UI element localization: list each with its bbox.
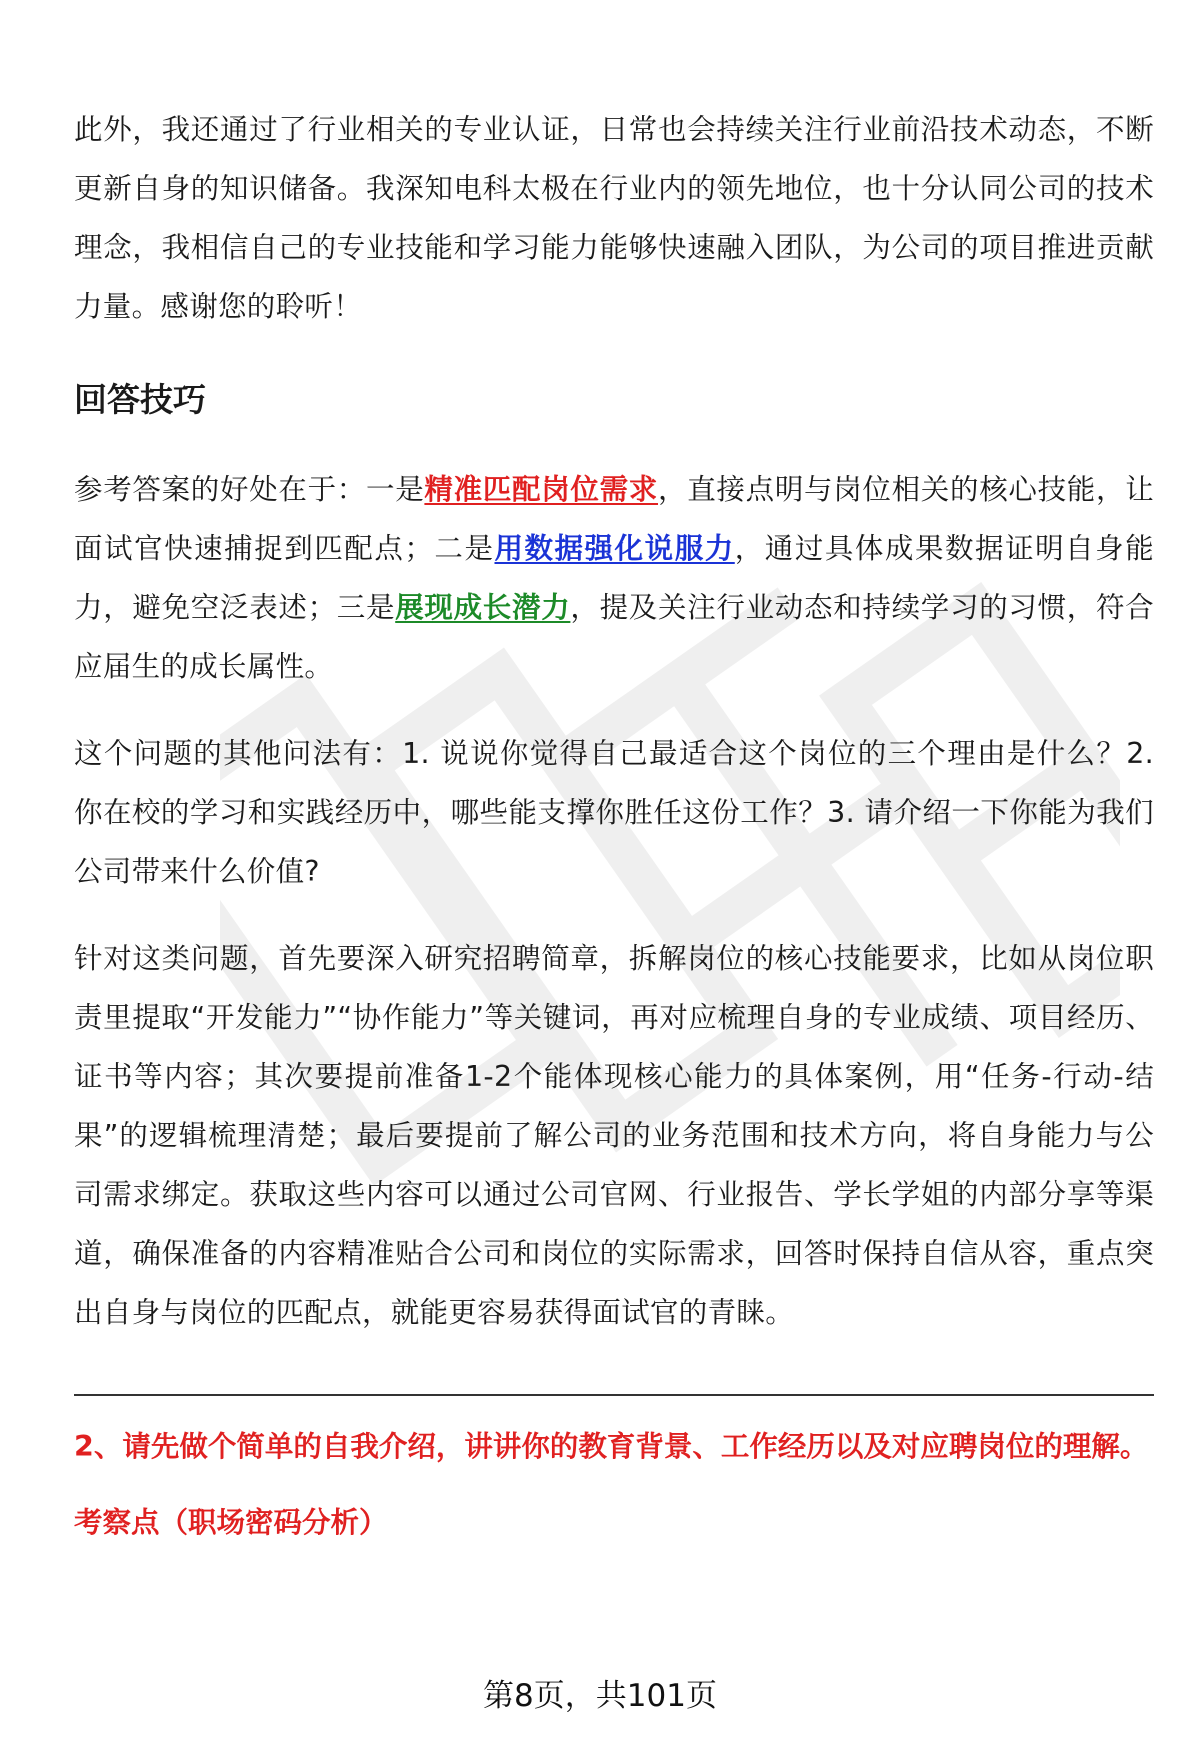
tips-text-3: ，通过具体成果数据证明自身能力，避免空泛表述；三是 [74, 532, 1155, 624]
question-subhead: 考察点（职场密码分析） [74, 1506, 388, 1539]
highlight-data-persuasion: 用数据强化说服力 [494, 532, 735, 565]
tips-paragraph-benefits [74, 460, 1154, 696]
intro-paragraph: 此外，我还通过了行业相关的专业认证，日常也会持续关注行业前沿技术动态，不断更新自身的知识储备。我深知电科太极在行业内的领先地位，也十分认同公司的技术理念，我相信自己的专业技能和学习能力能够快速融入团队，为公司的项目推进贡献力量。感谢您的聆听！ [74, 113, 1154, 323]
highlight-growth-potential: 展现成长潜力 [395, 591, 571, 624]
question-heading: 2、请先做个简单的自我介绍，讲讲你的教育背景、工作经历以及对应聘岗位的理解。 [74, 1430, 1149, 1463]
page-number-footer: 第8页，共101页 [483, 1678, 717, 1714]
tips-paragraph-strategy: 针对这类问题，首先要深入研究招聘简章，拆解岗位的核心技能要求，比如从岗位职责里提取“开发能力”“协作能力”等关键词，再对应梳理自身的专业成绩、项目经历、证书等内容；其次要提前准备1-2个能体现核心能力的具体案例，用“任务-行动-结果”的逻辑梳理清楚；最后要提前了解公司的业务范围和技术方向，将自身能力与公司需求绑定。获取这些内容可以通过公司官网、行业报告、学长学姐的内部分享等渠道，确保准备的内容精准贴合公司和岗位的实际需求，回答时保持自信从容，重点突出自身与岗位的匹配点，就能更容易获得面试官的青睐。 [74, 942, 1154, 1329]
tips-text-2: ，直接点明与岗位相关的核心技能，让面试官快速捕捉到匹配点；二是 [74, 473, 1155, 565]
tips-text-1: 参考答案的好处在于：一是 [74, 473, 425, 506]
section-title-tips: 回答技巧 [74, 380, 206, 419]
tips-paragraph-alternatives: 这个问题的其他问法有：1. 说说你觉得自己最适合这个岗位的三个理由是什么？2. 你在校的学习和实践经历中，哪些能支撑你胜任这份工作？3. 请介绍一下你能为我们公司带来什么价值? [74, 737, 1154, 888]
section-divider [74, 1394, 1154, 1396]
page-content [74, 100, 1154, 1543]
tips-text-4: ，提及关注行业动态和持续学习的习惯，符合应届生的成长属性。 [74, 591, 1154, 683]
highlight-precise-match: 精准匹配岗位需求 [424, 473, 659, 506]
